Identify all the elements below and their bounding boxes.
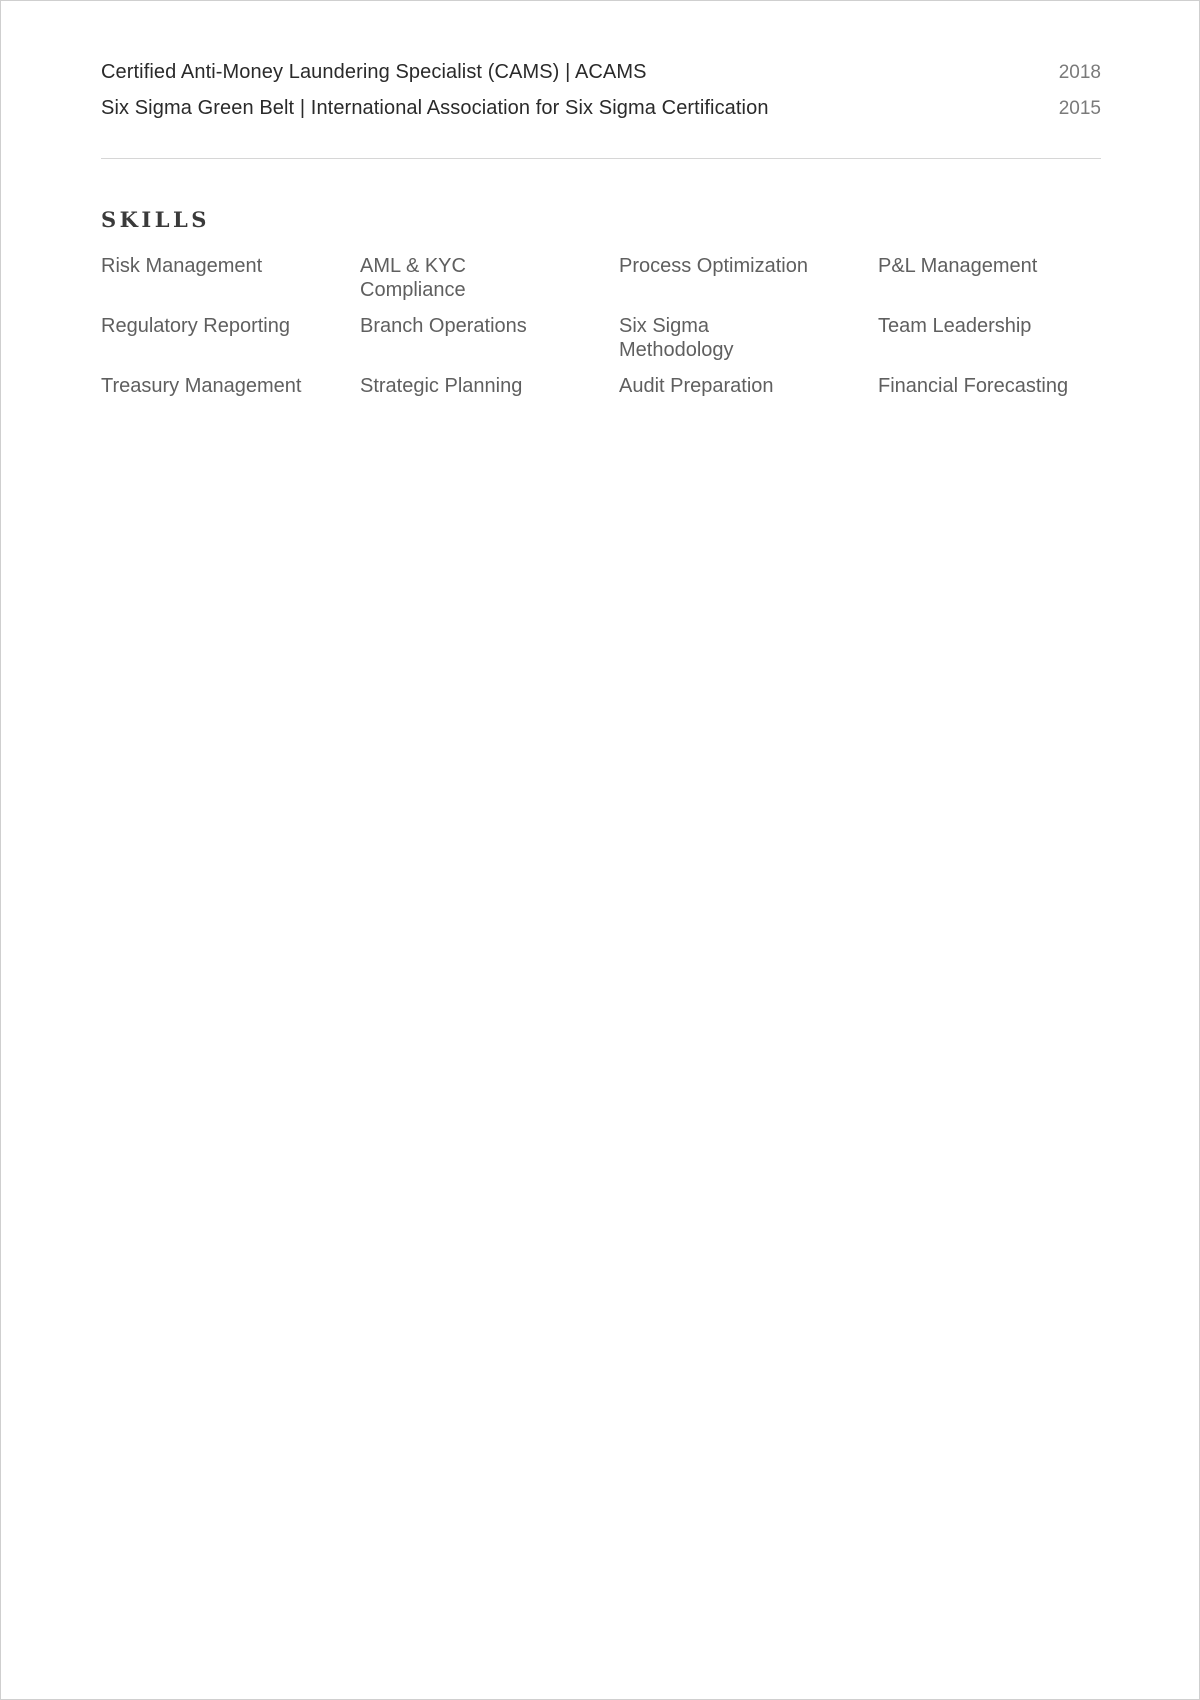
skill-item: Risk Management (101, 255, 263, 277)
skills-grid (101, 254, 1101, 398)
section-divider (101, 158, 1101, 159)
resume-content (101, 61, 1101, 398)
skill-item: Team Leadership (878, 315, 1032, 337)
certification-row (101, 97, 1101, 133)
skill-item: Audit Preparation (619, 375, 774, 397)
skill-item: Treasury Management (101, 375, 302, 397)
skills-section-title: SKILLS (101, 207, 210, 232)
skill-item: Financial Forecasting (878, 375, 1069, 397)
skill-item: Process Optimization (619, 255, 808, 277)
certification-year: 2015 (1058, 98, 1101, 119)
skill-item: Strategic Planning (360, 375, 523, 397)
skill-item: Branch Operations (360, 315, 527, 337)
certification-name: Certified Anti-Money Laundering Specialist (CAMS) | ACAMS (101, 61, 647, 83)
skill-item: AML & KYC Compliance (360, 255, 466, 301)
skill-item: Regulatory Reporting (101, 315, 290, 337)
certification-year: 2018 (1058, 62, 1101, 83)
certification-row (101, 61, 1101, 97)
skill-item: P&L Management (878, 255, 1038, 277)
skill-item: Six Sigma Methodology (619, 315, 734, 361)
certification-name: Six Sigma Green Belt | International Association for Six Sigma Certification (101, 97, 769, 119)
